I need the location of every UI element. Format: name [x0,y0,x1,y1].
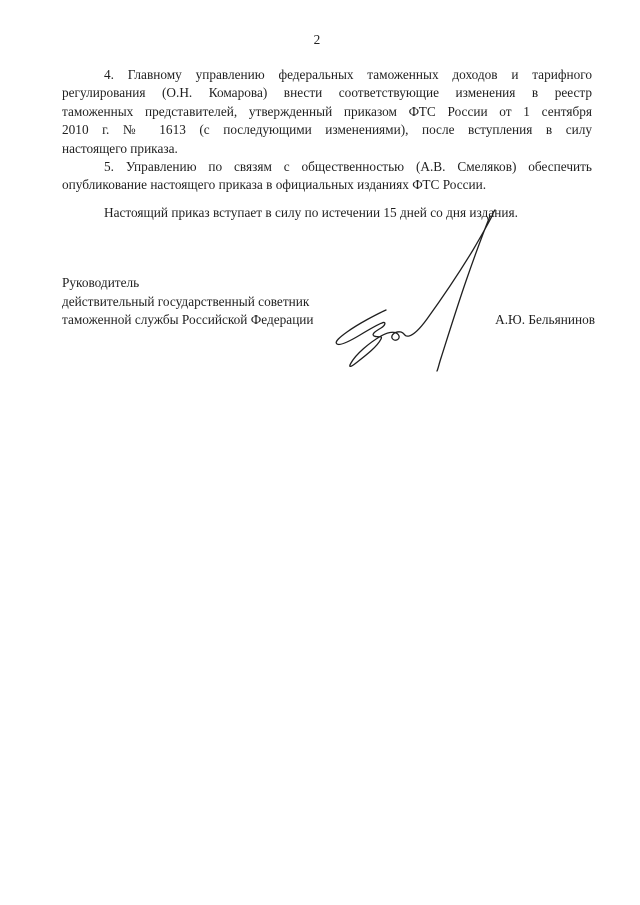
text-line: настоящего приказа. [62,140,178,156]
text-line: регулирования (О.Н. Комарова) внести соответствующие изменения в реестр [62,85,592,101]
text-line: 2010 г. № 1613 (с последующими изменениями), после вступления в силу [62,122,592,138]
page-number: 2 [313,32,321,47]
order-body [62,66,595,329]
signature-block [62,274,595,329]
signatory-title-line: действительный государственный советник [62,293,310,309]
signatory-title-line: Руководитель [62,275,140,291]
text-line: 5. Управлению по связям с общественностью (А.В. Смеляков) обеспечить [104,159,592,175]
signatory-title-line: таможенной службы Российской Федерации [62,312,314,328]
paragraph-item-5 [62,158,592,195]
paragraph-item-4 [62,66,592,158]
effective-date-paragraph [62,204,592,222]
text-line: 4. Главному управлению федеральных таможенных доходов и тарифного [104,67,592,82]
text-line: таможенных представителей, утвержденный приказом ФТС России от 1 сентября [62,103,592,119]
signatory-name: А.Ю. Бельянинов [495,312,595,328]
text-line: Настоящий приказ вступает в силу по истечении 15 дней со дня издания. [104,204,518,220]
text-line: опубликование настоящего приказа в официальных изданиях ФТС России. [62,177,487,193]
